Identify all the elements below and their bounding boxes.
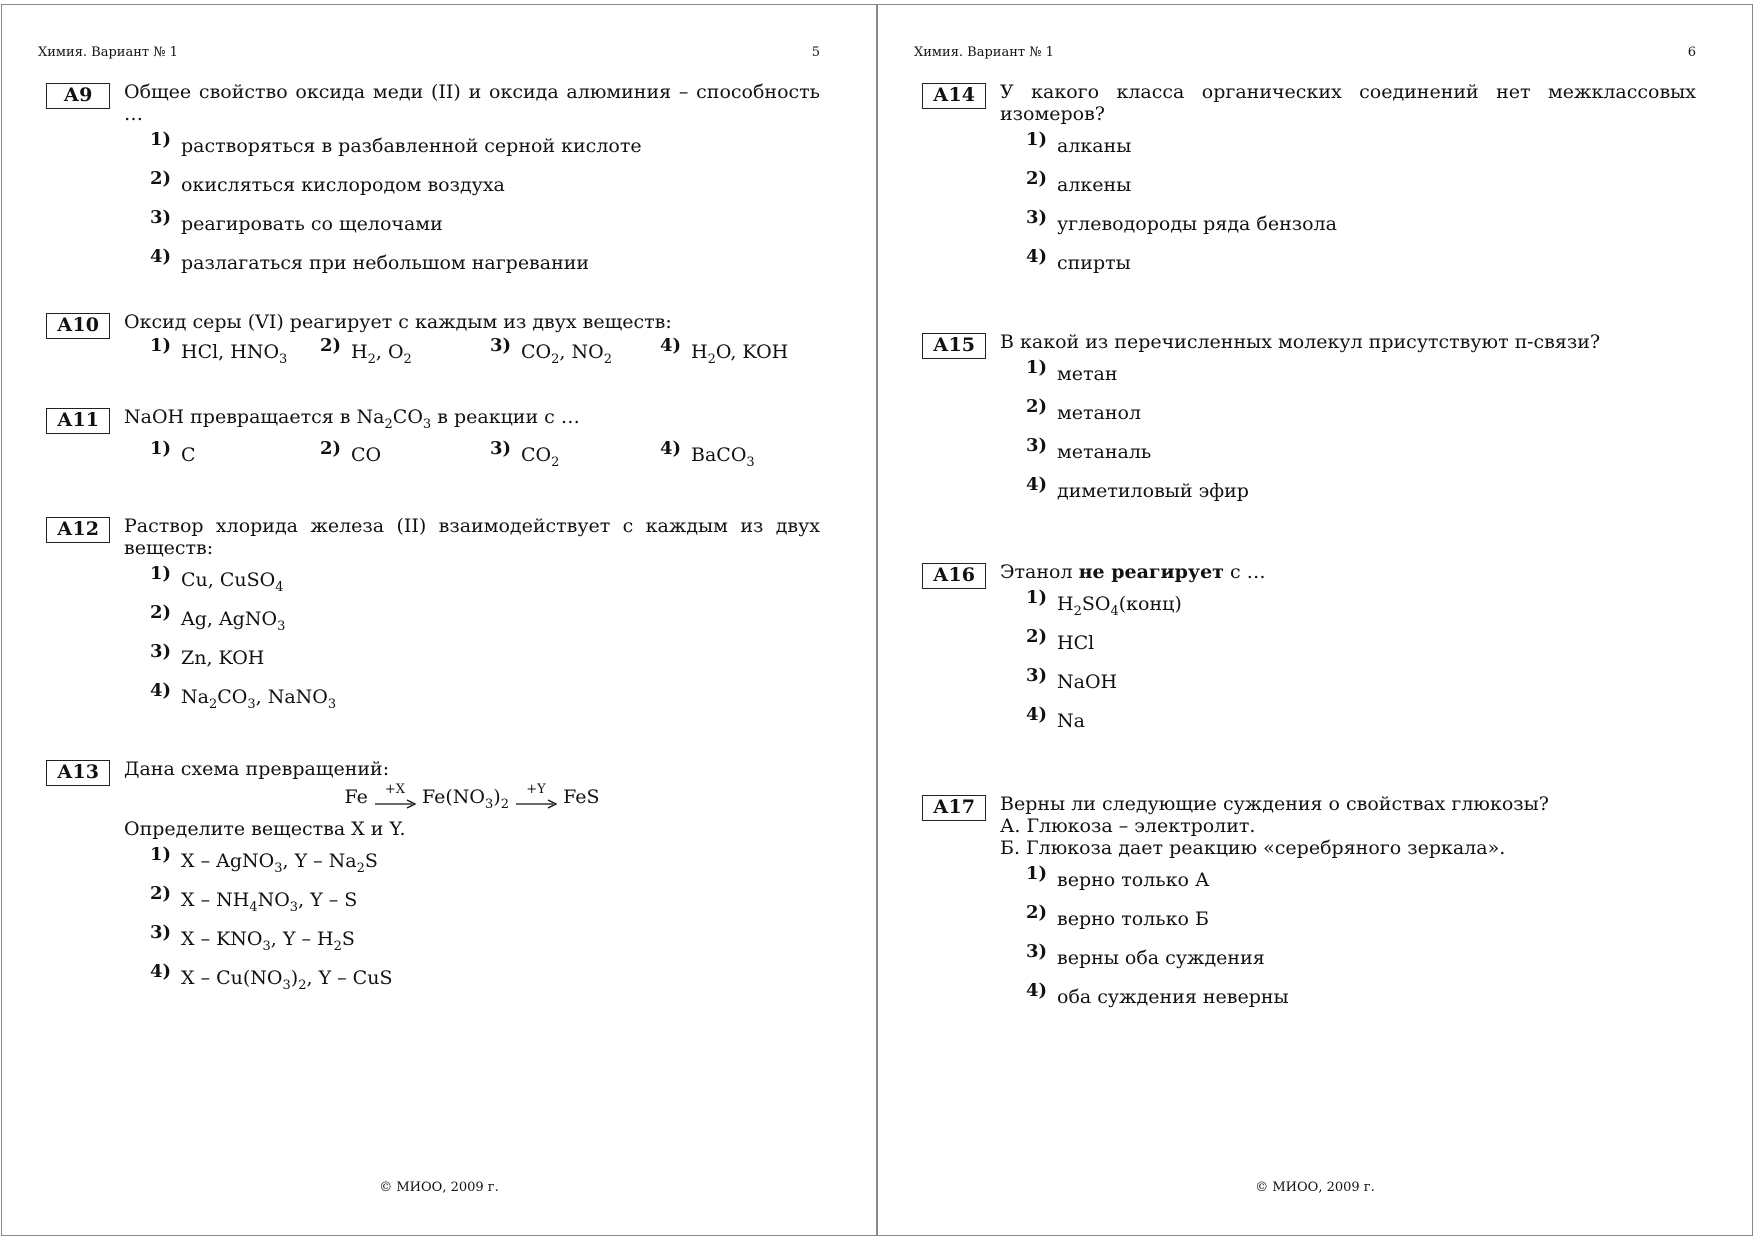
option-text: $CO_2$, $NO_2$ xyxy=(521,341,612,367)
option-number: 4) xyxy=(150,680,172,701)
arrow-label: +X xyxy=(384,782,406,797)
option-text: реагировать со щелочами xyxy=(181,213,443,235)
question-a10 xyxy=(46,311,820,377)
page-right xyxy=(877,4,1753,1236)
answer-option[interactable] xyxy=(1026,248,1696,287)
answer-option[interactable] xyxy=(1026,943,1696,982)
question-a13 xyxy=(46,758,820,1002)
answer-option[interactable] xyxy=(1026,589,1696,628)
option-text: Ag, AgNO$_3$ xyxy=(181,608,286,634)
answer-option[interactable] xyxy=(1026,131,1696,170)
option-number: 1) xyxy=(150,563,172,584)
option-number: 2) xyxy=(1026,626,1048,647)
option-text: NaOH xyxy=(1057,671,1118,693)
answer-option[interactable] xyxy=(1026,904,1696,943)
question-a12 xyxy=(46,515,820,721)
statement-a: А. Глюкоза – электролит. xyxy=(1000,815,1256,837)
answer-option[interactable] xyxy=(1026,398,1696,437)
header-title: Химия. Вариант № 1 xyxy=(38,45,178,60)
option-number: 3) xyxy=(1026,207,1048,228)
option-text: разлагаться при небольшом нагревании xyxy=(181,252,590,274)
answer-option[interactable] xyxy=(150,170,820,209)
option-number: 2) xyxy=(1026,396,1048,417)
page-header xyxy=(38,45,820,60)
option-text: $CO_2$ xyxy=(521,443,560,470)
option-text: диметиловый эфир xyxy=(1057,480,1249,502)
scheme-end: FeS xyxy=(563,786,600,808)
question-label: А14 xyxy=(922,83,986,109)
question-text: Общее свойство оксида меди (II) и оксида алюминия – способность … xyxy=(124,81,820,125)
answer-option[interactable] xyxy=(1026,476,1696,515)
statement-b: Б. Глюкоза дает реакцию «серебряного зеркала». xyxy=(1000,837,1506,859)
option-number: 1) xyxy=(1026,357,1048,378)
page-header xyxy=(914,45,1696,60)
question-text: У какого класса органических соединений нет межклассовых изомеров? xyxy=(1000,81,1696,125)
question-label: А12 xyxy=(46,517,110,543)
option-text: алканы xyxy=(1057,135,1132,157)
option-text: HCl xyxy=(1057,632,1095,654)
answer-option[interactable] xyxy=(1026,437,1696,476)
option-number: 4) xyxy=(1026,474,1048,495)
question-label: А16 xyxy=(922,563,986,589)
option-number: 3) xyxy=(490,437,512,459)
answer-option[interactable] xyxy=(1026,209,1696,248)
question-text-post: с … xyxy=(1223,561,1266,583)
option-text: окисляться кислородом воздуха xyxy=(181,174,505,196)
question-text: NaOH превращается в $Na_2CO_3$ в реакции с … xyxy=(124,406,580,432)
question-text: Верны ли следующие суждения о свойствах глюкозы? xyxy=(1000,793,1549,815)
option-text: верно только А xyxy=(1057,869,1210,891)
question-label: А17 xyxy=(922,795,986,821)
answer-option[interactable] xyxy=(150,604,820,643)
answer-option[interactable] xyxy=(1026,982,1696,1021)
reaction-arrow-icon xyxy=(374,782,416,809)
option-number: 3) xyxy=(150,641,172,662)
option-text: $H_2$, $O_2$ xyxy=(351,341,412,367)
option-text: $Na_2CO_3$, NaNO$_3$ xyxy=(181,686,337,712)
page-number: 6 xyxy=(1687,45,1696,60)
arrow-label: +Y xyxy=(526,782,546,797)
option-text: алкены xyxy=(1057,174,1132,196)
answer-options xyxy=(150,337,820,377)
option-text: $H_2SO_4(конц)$ xyxy=(1057,593,1182,619)
option-text: метан xyxy=(1057,363,1118,385)
answer-option[interactable] xyxy=(150,209,820,248)
answer-option[interactable] xyxy=(150,960,820,1002)
option-text: оба суждения неверны xyxy=(1057,986,1289,1008)
answer-option[interactable] xyxy=(150,921,820,963)
question-label: А13 xyxy=(46,760,110,786)
option-number: 1) xyxy=(150,335,172,356)
option-number: 4) xyxy=(1026,704,1048,725)
answer-options xyxy=(1026,865,1696,1021)
answer-options xyxy=(150,565,820,721)
answer-option[interactable] xyxy=(1026,170,1696,209)
option-number: 4) xyxy=(660,335,682,356)
answer-options xyxy=(150,843,820,1002)
answer-option[interactable] xyxy=(150,682,820,721)
page-footer: © МИОО, 2009 г. xyxy=(1255,1180,1375,1195)
option-number: 3) xyxy=(1026,941,1048,962)
answer-option[interactable] xyxy=(1026,865,1696,904)
answer-option[interactable] xyxy=(150,843,820,885)
answer-options xyxy=(150,437,820,480)
option-number: 1) xyxy=(150,843,172,865)
option-text: метанол xyxy=(1057,402,1142,424)
answer-option[interactable] xyxy=(150,882,820,924)
question-label: А9 xyxy=(46,83,110,109)
option-number: 4) xyxy=(150,960,172,982)
question-text xyxy=(1000,561,1696,583)
page-footer: © МИОО, 2009 г. xyxy=(379,1180,499,1195)
header-title: Химия. Вариант № 1 xyxy=(914,45,1054,60)
question-text: Оксид серы (VI) реагирует с каждым из двух веществ: xyxy=(124,311,672,333)
answer-options xyxy=(1026,359,1696,515)
option-text: $H_2O$, KOH xyxy=(691,341,789,367)
answer-option[interactable] xyxy=(150,131,820,170)
option-number: 2) xyxy=(1026,902,1048,923)
option-text: X – $KNO_3$, Y – $H_2S$ xyxy=(181,927,355,954)
answer-option[interactable] xyxy=(150,565,820,604)
option-number: 1) xyxy=(1026,863,1048,884)
option-text: X – $NH_4NO_3$, Y – S xyxy=(181,888,358,915)
option-number: 2) xyxy=(320,335,342,356)
answer-option[interactable] xyxy=(1026,359,1696,398)
question-a17 xyxy=(922,793,1696,1021)
question-text: Дана схема превращений: xyxy=(124,758,390,780)
option-number: 4) xyxy=(660,437,682,459)
option-number: 3) xyxy=(1026,665,1048,686)
page-number: 5 xyxy=(811,45,820,60)
option-text: HCl, $HNO_3$ xyxy=(181,341,288,367)
question-a16 xyxy=(922,561,1696,745)
option-text: метаналь xyxy=(1057,441,1152,463)
reaction-arrow-icon xyxy=(515,782,557,809)
answer-option[interactable] xyxy=(1026,628,1696,667)
option-number: 4) xyxy=(1026,246,1048,267)
option-number: 3) xyxy=(150,207,172,228)
option-number: 1) xyxy=(1026,129,1048,150)
answer-option[interactable] xyxy=(1026,706,1696,745)
option-text: растворяться в разбавленной серной кислоте xyxy=(181,135,642,157)
page-left xyxy=(1,4,877,1236)
option-number: 2) xyxy=(150,168,172,189)
option-text: CO xyxy=(351,443,382,466)
answer-options xyxy=(150,131,820,287)
question-label: А15 xyxy=(922,333,986,359)
option-number: 3) xyxy=(1026,435,1048,456)
option-number: 1) xyxy=(150,437,172,459)
answer-option[interactable] xyxy=(1026,667,1696,706)
option-text: X – $Cu(NO_3)_2$, Y – CuS xyxy=(181,966,393,993)
question-a9 xyxy=(46,81,820,287)
option-number: 2) xyxy=(150,882,172,904)
option-text: C xyxy=(181,443,196,466)
option-number: 1) xyxy=(1026,587,1048,608)
option-text: X – AgNO$_3$, Y – $Na_2S$ xyxy=(181,849,378,876)
option-text: Zn, KOH xyxy=(181,647,265,669)
option-number: 1) xyxy=(150,129,172,150)
option-number: 3) xyxy=(490,335,512,356)
option-number: 4) xyxy=(1026,980,1048,1001)
question-a14 xyxy=(922,81,1696,287)
question-text: Раствор хлорида железа (II) взаимодействует с каждым из двух веществ: xyxy=(124,515,820,559)
question-text-pre: Этанол xyxy=(1000,561,1079,583)
option-text: спирты xyxy=(1057,252,1131,274)
option-number: 2) xyxy=(320,437,342,459)
option-number: 2) xyxy=(1026,168,1048,189)
option-text: верно только Б xyxy=(1057,908,1209,930)
option-text: углеводороды ряда бензола xyxy=(1057,213,1337,235)
question-a15 xyxy=(922,331,1696,515)
option-text: верны оба суждения xyxy=(1057,947,1265,969)
answer-option[interactable] xyxy=(150,248,820,287)
question-label: А10 xyxy=(46,313,110,339)
scheme-middle: $Fe(NO_3)_2$ xyxy=(421,786,509,812)
transformation-scheme xyxy=(124,784,820,818)
answer-options xyxy=(1026,589,1696,745)
option-text: Na xyxy=(1057,710,1085,732)
option-number: 2) xyxy=(150,602,172,623)
option-number: 4) xyxy=(150,246,172,267)
question-text-emphasis: не реагирует xyxy=(1078,561,1224,583)
question-text-2: Определите вещества X и Y. xyxy=(124,817,406,840)
question-label: А11 xyxy=(46,408,110,434)
option-text: Cu, CuSO$_4$ xyxy=(181,569,284,595)
question-text: В какой из перечисленных молекул присутствуют π-связи? xyxy=(1000,331,1601,353)
answer-option[interactable] xyxy=(150,643,820,682)
scheme-start: Fe xyxy=(344,786,368,808)
question-a11 xyxy=(46,406,820,480)
option-number: 3) xyxy=(150,921,172,943)
option-text: BaCO$_3$ xyxy=(691,443,755,470)
answer-options xyxy=(1026,131,1696,287)
